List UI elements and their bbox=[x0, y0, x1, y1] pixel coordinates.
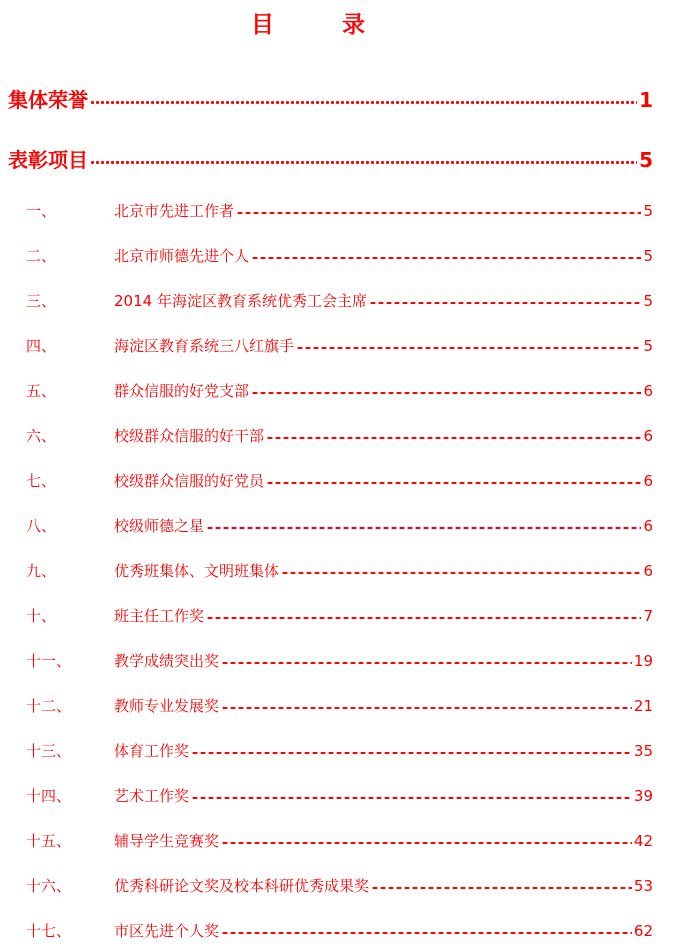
toc-item[interactable] bbox=[26, 245, 653, 266]
toc-item[interactable] bbox=[26, 920, 653, 941]
toc-item[interactable] bbox=[26, 830, 653, 851]
toc-page-number: 1 bbox=[639, 88, 653, 112]
dot-leader bbox=[251, 246, 641, 261]
toc-item[interactable] bbox=[26, 560, 653, 581]
toc-page-number: 5 bbox=[643, 337, 653, 355]
toc-item-label: 优秀班集体、文明班集体 bbox=[114, 562, 280, 580]
toc-item-label: 2014 年海淀区教育系统优秀工会主席 bbox=[114, 292, 367, 310]
toc-item-label: 班主任工作奖 bbox=[114, 607, 205, 625]
dot-leader bbox=[221, 651, 632, 666]
toc-page-number: 6 bbox=[643, 562, 653, 580]
toc-item-number: 五、 bbox=[26, 382, 57, 400]
toc-item[interactable] bbox=[26, 740, 653, 761]
dot-leader bbox=[206, 606, 641, 621]
toc-item-label: 北京市先进工作者 bbox=[114, 202, 235, 220]
toc-page-number: 62 bbox=[633, 922, 653, 940]
toc-item[interactable] bbox=[26, 515, 653, 536]
toc-item-number: 七、 bbox=[26, 472, 57, 490]
toc-item-label: 校级群众信服的好干部 bbox=[114, 427, 265, 445]
toc-item[interactable] bbox=[26, 200, 653, 221]
toc-item-label: 艺术工作奖 bbox=[114, 787, 190, 805]
toc-item[interactable] bbox=[26, 425, 653, 446]
toc-section-label: 集体荣誉 bbox=[8, 88, 88, 112]
toc-item-label: 辅导学生竞赛奖 bbox=[114, 832, 220, 850]
toc-page-number: 6 bbox=[643, 427, 653, 445]
toc-item-label: 北京市师德先进个人 bbox=[114, 247, 250, 265]
toc-item-number: 十三、 bbox=[26, 742, 72, 760]
dot-leader bbox=[371, 876, 632, 891]
toc-page-number: 35 bbox=[633, 742, 653, 760]
toc-page-number: 5 bbox=[643, 202, 653, 220]
toc-item-number: 三、 bbox=[26, 292, 57, 310]
dot-leader bbox=[90, 87, 637, 107]
dot-leader bbox=[90, 147, 637, 167]
toc-page-number: 5 bbox=[643, 292, 653, 310]
toc-item[interactable] bbox=[26, 650, 653, 671]
toc-item-number: 六、 bbox=[26, 427, 57, 445]
toc-item-number: 十一、 bbox=[26, 652, 72, 670]
toc-page-number: 6 bbox=[643, 472, 653, 490]
toc-item-number: 十五、 bbox=[26, 832, 72, 850]
dot-leader bbox=[251, 381, 641, 396]
toc-item[interactable] bbox=[26, 605, 653, 626]
toc-item-number: 四、 bbox=[26, 337, 57, 355]
dot-leader bbox=[281, 561, 641, 576]
toc-item[interactable] bbox=[26, 695, 653, 716]
toc-item-number: 九、 bbox=[26, 562, 57, 580]
toc-item[interactable] bbox=[26, 470, 653, 491]
dot-leader bbox=[191, 741, 632, 756]
dot-leader bbox=[236, 201, 641, 216]
toc-page-number: 5 bbox=[643, 247, 653, 265]
toc-section-label: 表彰项目 bbox=[8, 148, 88, 172]
dot-leader bbox=[221, 831, 632, 846]
toc-page-number: 42 bbox=[633, 832, 653, 850]
toc-item-label: 群众信服的好党支部 bbox=[114, 382, 250, 400]
dot-leader bbox=[369, 291, 642, 306]
toc-page-number: 7 bbox=[643, 607, 653, 625]
dot-leader bbox=[206, 516, 641, 531]
toc-item[interactable] bbox=[26, 785, 653, 806]
toc-page-number: 19 bbox=[633, 652, 653, 670]
dot-leader bbox=[191, 786, 632, 801]
toc-item[interactable] bbox=[26, 380, 653, 401]
toc-item-label: 体育工作奖 bbox=[114, 742, 190, 760]
toc-item-label: 校级师德之星 bbox=[114, 517, 205, 535]
toc-page-number: 5 bbox=[639, 148, 653, 172]
toc-page-number: 39 bbox=[633, 787, 653, 805]
toc-section-commendations[interactable] bbox=[8, 144, 653, 173]
toc-item-number: 十、 bbox=[26, 607, 57, 625]
toc-item-number: 一、 bbox=[26, 202, 57, 220]
toc-item-label: 优秀科研论文奖及校本科研优秀成果奖 bbox=[114, 877, 370, 895]
toc-item-label: 教学成绩突出奖 bbox=[114, 652, 220, 670]
toc-item-number: 十二、 bbox=[26, 697, 72, 715]
toc-item-number: 十六、 bbox=[26, 877, 72, 895]
dot-leader bbox=[266, 426, 641, 441]
toc-item-label: 校级群众信服的好党员 bbox=[114, 472, 265, 490]
toc-title: 目 录 bbox=[250, 12, 395, 38]
dot-leader bbox=[221, 921, 632, 936]
toc-item-label: 市区先进个人奖 bbox=[114, 922, 220, 940]
toc-item[interactable] bbox=[26, 335, 653, 356]
toc-item-number: 八、 bbox=[26, 517, 57, 535]
dot-leader bbox=[221, 696, 632, 711]
toc-page-number: 6 bbox=[643, 517, 653, 535]
toc-item[interactable] bbox=[26, 875, 653, 896]
toc-page-number: 53 bbox=[633, 877, 653, 895]
toc-section-collective-honors[interactable] bbox=[8, 84, 653, 113]
toc-page-number: 21 bbox=[633, 697, 653, 715]
toc-item[interactable] bbox=[26, 290, 653, 311]
dot-leader bbox=[266, 471, 641, 486]
dot-leader bbox=[296, 336, 641, 351]
toc-item-label: 教师专业发展奖 bbox=[114, 697, 220, 715]
toc-item-label: 海淀区教育系统三八红旗手 bbox=[114, 337, 295, 355]
toc-item-number: 十四、 bbox=[26, 787, 72, 805]
toc-item-number: 二、 bbox=[26, 247, 57, 265]
toc-item-number: 十七、 bbox=[26, 922, 72, 940]
toc-page-number: 6 bbox=[643, 382, 653, 400]
